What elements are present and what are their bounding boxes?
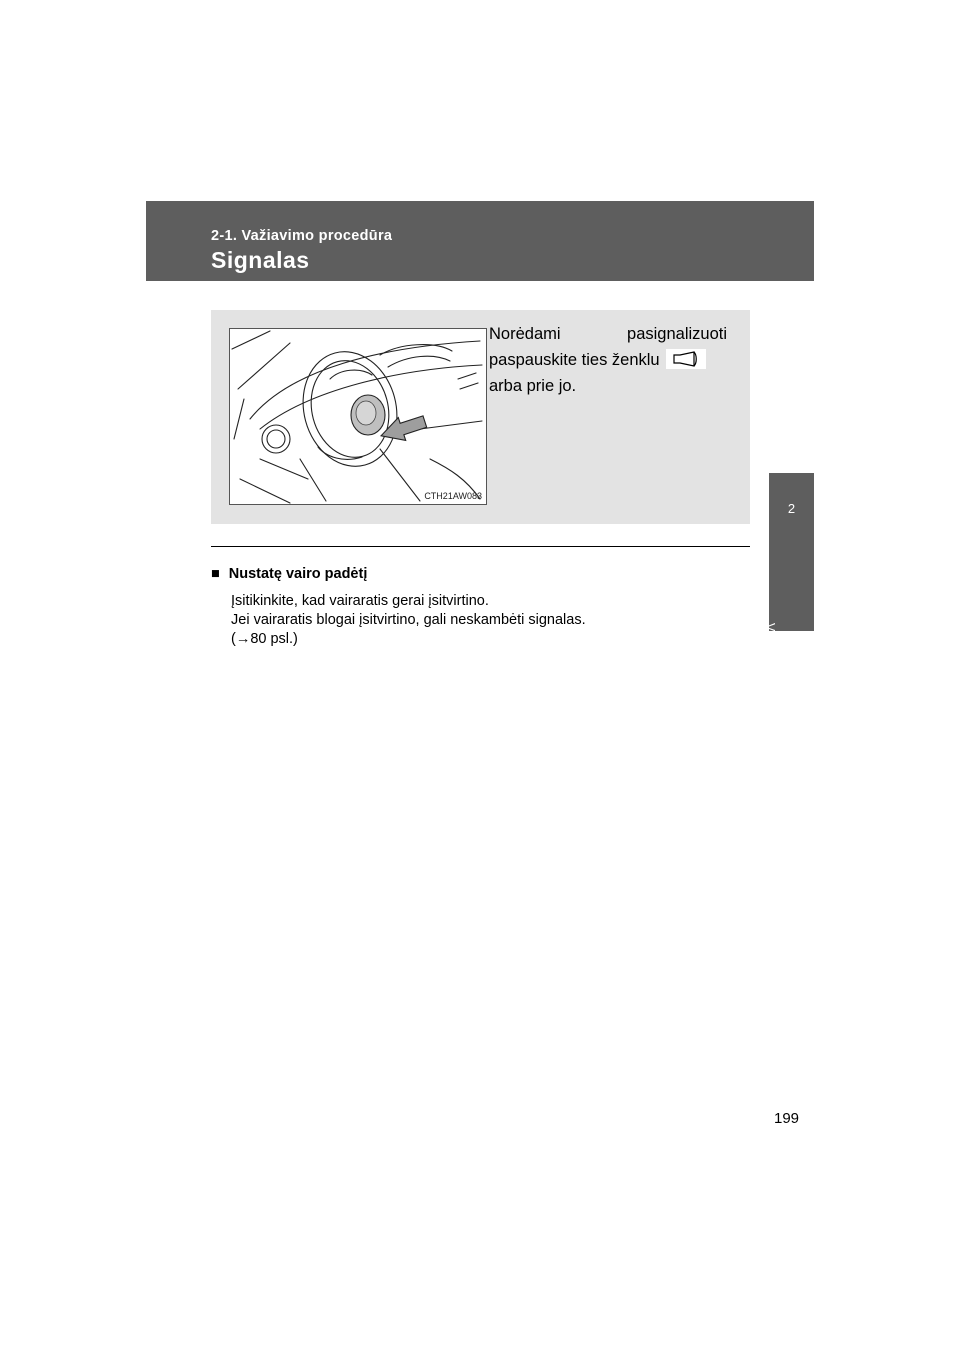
- intro-text: [489, 321, 727, 399]
- page-number: 199: [774, 1110, 800, 1127]
- intro-line-1: [489, 321, 727, 347]
- note-heading: [211, 566, 367, 582]
- horn-icon: [666, 349, 706, 369]
- intro-line-3: arba prie jo.: [489, 377, 577, 395]
- intro-line-2: [489, 347, 727, 373]
- note-body: [231, 592, 586, 649]
- intro-line-2-text: paspauskite ties ženklu: [489, 351, 660, 369]
- intro-word-1: Norėdami: [489, 325, 561, 343]
- figure-code: CTH21AW083: [424, 491, 482, 501]
- note-line-3: (→80 psl.): [231, 631, 298, 647]
- page-title: Signalas: [211, 247, 310, 273]
- chapter-header: [146, 201, 814, 281]
- section-label: 2-1. Važiavimo procedūra: [211, 228, 393, 244]
- note-line-1: Įsitikinkite, kad vairaratis gerai įsitvirtino.: [231, 593, 489, 609]
- chapter-side-tab: [763, 473, 814, 681]
- steering-wheel-illustration: [229, 328, 487, 505]
- chapter-number: 2: [787, 501, 796, 516]
- note-line-2: Jei vairaratis blogai įsitvirtino, gali neskambėti signalas.: [231, 612, 586, 628]
- section-divider: [211, 546, 750, 547]
- dashboard-drawing: [230, 329, 486, 504]
- illustration-panel: [211, 310, 750, 524]
- square-bullet-icon: ■: [211, 566, 220, 582]
- chapter-label: Važiuojant: [763, 623, 777, 681]
- note-heading-text: Nustatę vairo padėtį: [228, 566, 368, 582]
- intro-word-2: pasignalizuoti: [627, 325, 727, 343]
